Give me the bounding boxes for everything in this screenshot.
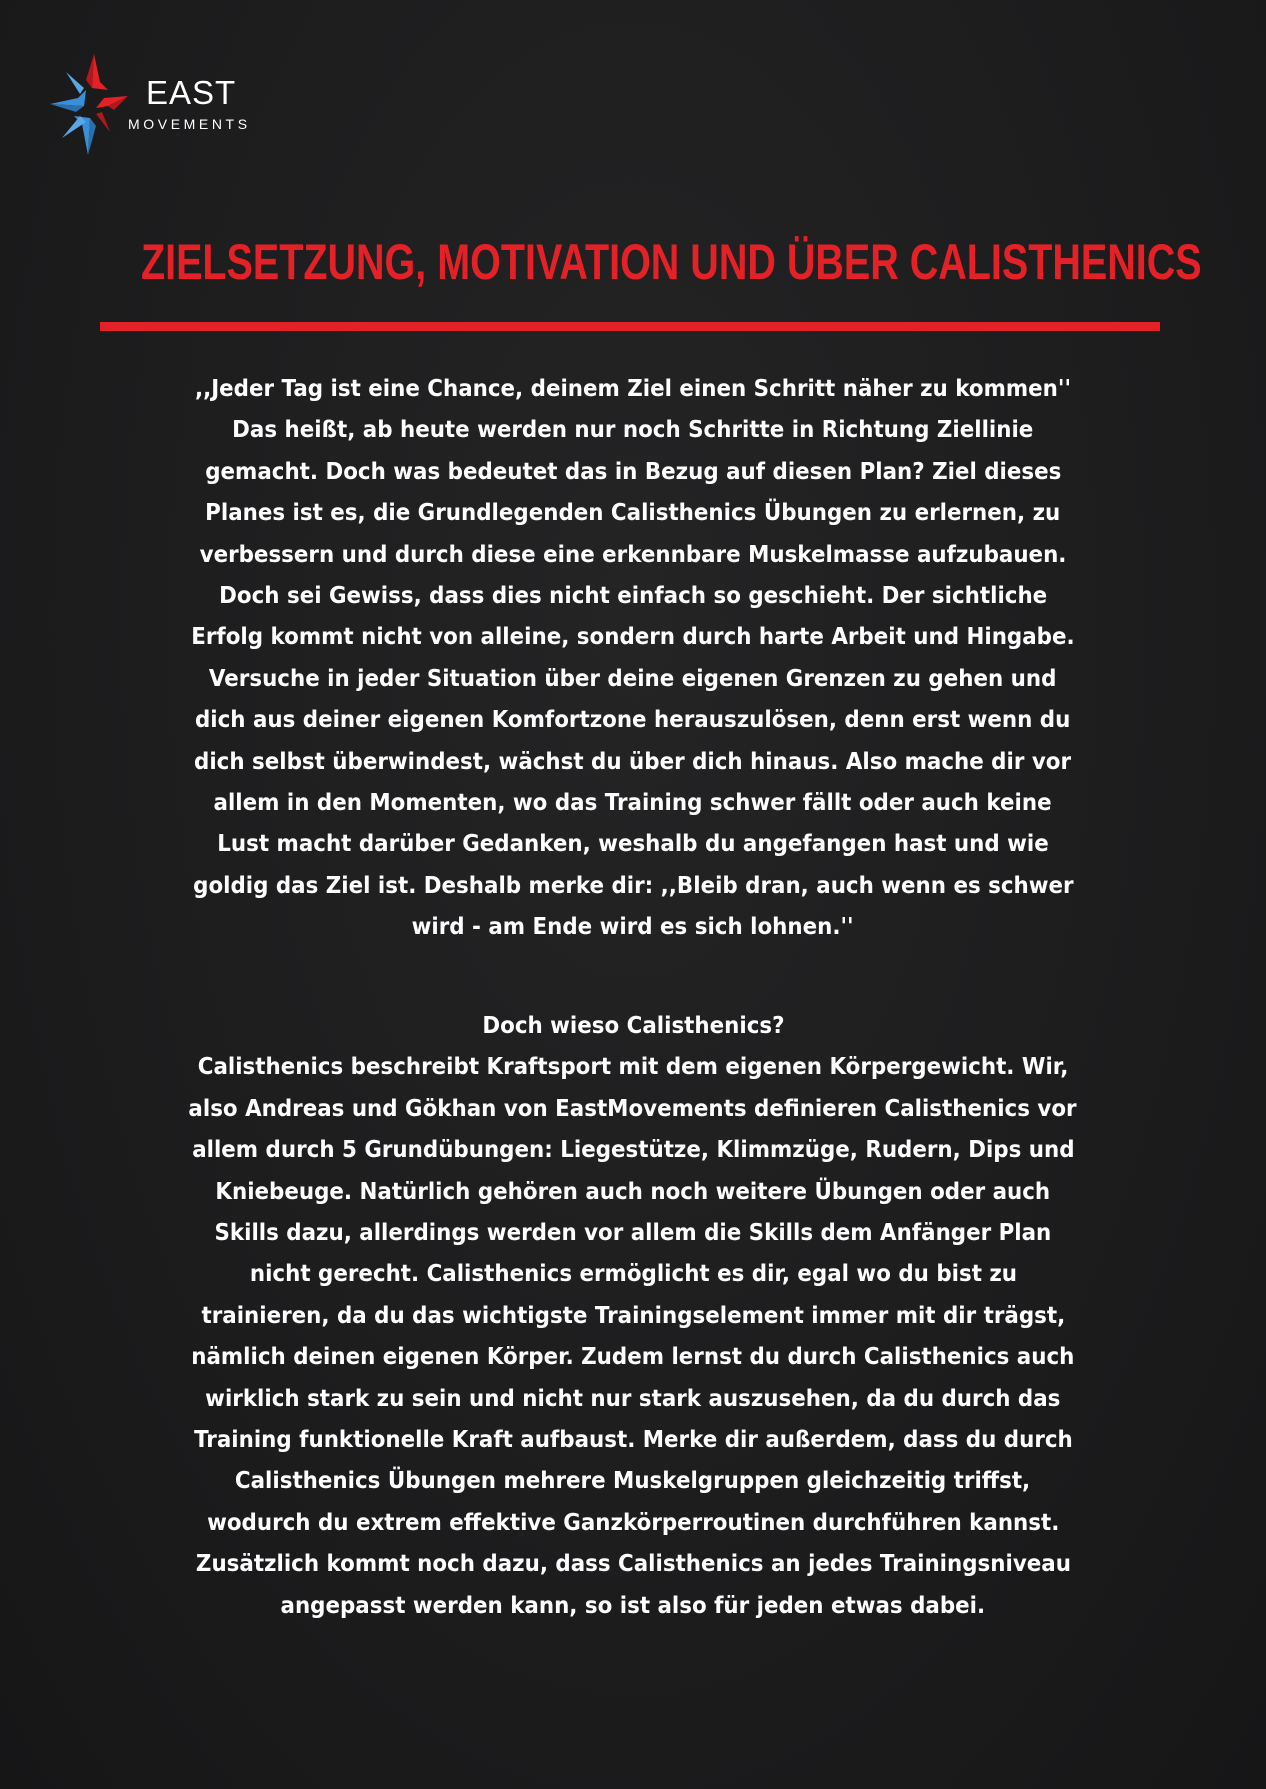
paragraph-line: Planes ist es, die Grundlegenden Calisthenics Übungen zu erlernen, zu bbox=[205, 500, 1061, 527]
title-underline bbox=[100, 322, 1160, 331]
brand-logo bbox=[48, 52, 278, 157]
paragraph-line: wirklich stark zu sein und nicht nur stark auszusehen, da du durch das bbox=[205, 1385, 1061, 1412]
paragraph-line: Kniebeuge. Natürlich gehören auch noch weitere Übungen oder auch bbox=[215, 1178, 1051, 1205]
paragraph-line: allem in den Momenten, wo das Training schwer fällt oder auch keine bbox=[213, 790, 1053, 817]
intro-paragraph bbox=[70, 369, 1196, 949]
section-heading: Doch wieso Calisthenics? bbox=[481, 1013, 785, 1039]
page-title bbox=[0, 232, 1266, 292]
paragraph-line: angepasst werden kann, so ist also für jeden etwas dabei. bbox=[280, 1592, 986, 1619]
paragraph-line: Lust macht darüber Gedanken, weshalb du angefangen hast und wie bbox=[217, 831, 1049, 858]
brand-name-east: EAST bbox=[146, 74, 237, 111]
page-title-text: ZIELSETZUNG, MOTIVATION UND ÜBER CALISTHENICS bbox=[140, 234, 1202, 290]
paragraph-line: wodurch du extrem effektive Ganzkörperroutinen durchführen kannst. bbox=[206, 1509, 1060, 1536]
paragraph-line: gemacht. Doch was bedeutet das in Bezug auf diesen Plan? Ziel dieses bbox=[204, 458, 1062, 485]
paragraph-line: dich selbst überwindest, wächst du über dich hinaus. Also mache dir vor bbox=[194, 748, 1072, 775]
paragraph-line: Training funktionelle Kraft aufbaust. Merke dir außerdem, dass du durch bbox=[193, 1427, 1073, 1454]
paragraph-line: allem durch 5 Grundübungen: Liegestütze, Klimmzüge, Rudern, Dips und bbox=[191, 1137, 1075, 1164]
paragraph-line: Calisthenics beschreibt Kraftsport mit dem eigenen Körpergewicht. Wir, bbox=[197, 1054, 1069, 1081]
paragraph-line: nämlich deinen eigenen Körper. Zudem lernst du durch Calisthenics auch bbox=[191, 1344, 1075, 1371]
paragraph-line: Skills dazu, allerdings werden vor allem die Skills dem Anfänger Plan bbox=[214, 1220, 1052, 1247]
paragraph-line: verbessern und durch diese eine erkennbare Muskelmasse aufzubauen. bbox=[199, 541, 1067, 568]
paragraph-line: dich aus deiner eigenen Komfortzone herauszulösen, denn erst wenn du bbox=[195, 707, 1071, 734]
paragraph-line: Das heißt, ab heute werden nur noch Schritte in Richtung Ziellinie bbox=[232, 417, 1034, 444]
paragraph-line: nicht gerecht. Calisthenics ermöglicht es dir, egal wo du bist zu bbox=[249, 1261, 1017, 1288]
paragraph-line: ,,Jeder Tag ist eine Chance, deinem Ziel einen Schritt näher zu kommen'' bbox=[194, 376, 1072, 402]
paragraph-line: Versuche in jeder Situation über deine eigenen Grenzen zu gehen und bbox=[209, 665, 1057, 692]
brand-name-movements: MOVEMENTS bbox=[128, 116, 251, 132]
paragraph-line: Doch sei Gewiss, dass dies nicht einfach so geschieht. Der sichtliche bbox=[218, 583, 1048, 610]
paragraph-line: Erfolg kommt nicht von alleine, sondern durch harte Arbeit und Hingabe. bbox=[191, 624, 1075, 651]
paragraph-line: Zusätzlich kommt noch dazu, dass Calisthenics an jedes Trainingsniveau bbox=[195, 1551, 1071, 1578]
compass-star-icon bbox=[48, 52, 130, 157]
paragraph-line: also Andreas und Gökhan von EastMovements definieren Calisthenics vor bbox=[188, 1095, 1078, 1122]
paragraph-line: wird - am Ende wird es sich lohnen.'' bbox=[412, 914, 854, 941]
calisthenics-paragraph bbox=[70, 1006, 1196, 1627]
paragraph-line: goldig das Ziel ist. Deshalb merke dir: ,,Bleib dran, auch wenn es schwer bbox=[192, 872, 1074, 899]
paragraph-line: trainieren, da du das wichtigste Trainingselement immer mit dir trägst, bbox=[201, 1302, 1065, 1329]
paragraph-line: Calisthenics Übungen mehrere Muskelgruppen gleichzeitig triffst, bbox=[235, 1468, 1031, 1495]
